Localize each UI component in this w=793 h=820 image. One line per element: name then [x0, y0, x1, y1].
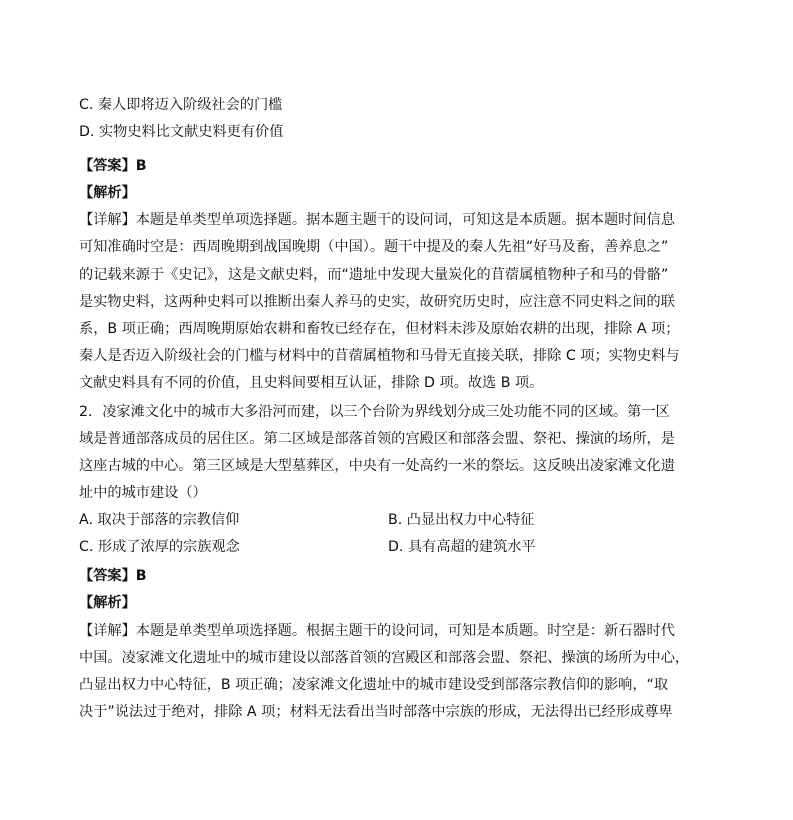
- q1-option-d: D. 实物史料比文献史料更有价值: [79, 124, 284, 140]
- q1-detail-line: 是实物史料，这两种史料可以推断出秦人养马的史实，故研究历史时，应注意不同史料之间的联: [79, 294, 675, 310]
- q1-detail-line: 秦人是否迈入阶级社会的门槛与材料中的苜蓿属植物和马骨无直接关联，排除 C 项；实物史料与: [79, 348, 680, 364]
- q1-detail-line: 文献史料具有不同的价值，且史料间要相互认证，排除 D 项。故选 B 项。: [79, 375, 544, 391]
- q2-detail-line: 凸显出权力中心特征，B 项正确；凌家滩文化遗址中的城市建设受到部落宗教信仰的影响，“取: [79, 677, 669, 693]
- q1-answer: 【答案】B: [79, 158, 147, 174]
- q2-answer: 【答案】B: [79, 568, 147, 584]
- q1-detail-line: 的记载来源于《史记》，这是文献史料，而“遗址中发现大量炭化的苜蓿属植物种子和马的骨骼”: [79, 267, 669, 283]
- q2-option-a: A. 取决于部落的宗教信仰: [79, 512, 240, 528]
- q2-stem-line: 域是普通部落成员的居住区。第二区域是部落首领的宫殿区和部落会盟、祭祀、操演的场所，是: [79, 431, 675, 447]
- q1-option-c: C. 秦人即将迈入阶级社会的门槛: [79, 97, 283, 113]
- q2-analysis-label: 【解析】: [79, 595, 136, 611]
- q2-stem-line: 2．凌家滩文化中的城市大多沿河而建，以三个台阶为界线划分成三处功能不同的区域。第一区: [79, 404, 670, 420]
- q2-option-d: D. 具有高超的建筑水平: [388, 539, 536, 555]
- q2-option-b: B. 凸显出权力中心特征: [388, 512, 535, 528]
- q2-stem-line: 址中的城市建设（）: [79, 485, 207, 501]
- q2-detail-line: 中国。凌家滩文化遗址中的城市建设以部落首领的宫殿区和部落会盟、祭祀、操演的场所为中心，: [79, 650, 690, 666]
- q2-detail-line: 决于”说法过于绝对，排除 A 项；材料无法看出当时部落中宗族的形成，无法得出已经形成尊卑: [79, 704, 673, 720]
- q2-option-c: C. 形成了浓厚的宗族观念: [79, 539, 240, 555]
- q2-stem-line: 这座古城的中心。第三区域是大型墓葬区，中央有一处高约一米的祭坛。这反映出凌家滩文化遗: [79, 458, 675, 474]
- q1-analysis-label: 【解析】: [79, 185, 136, 201]
- q1-detail-line: 【详解】本题是单类型单项选择题。据本题主题干的设问词，可知这是本质题。据本题时间信息: [79, 212, 675, 228]
- q1-detail-line: 可知准确时空是：西周晚期到战国晚期（中国）。题干中提及的秦人先祖“好马及畜，善养息之”: [79, 239, 669, 255]
- q1-detail-line: 系，B 项正确；西周晚期原始农耕和畜牧已经存在，但材料未涉及原始农耕的出现，排除 A 项；: [79, 321, 680, 337]
- q2-detail-line: 【详解】本题是单类型单项选择题。根据主题干的设问词，可知是本质题。时空是：新石器时代: [79, 623, 675, 639]
